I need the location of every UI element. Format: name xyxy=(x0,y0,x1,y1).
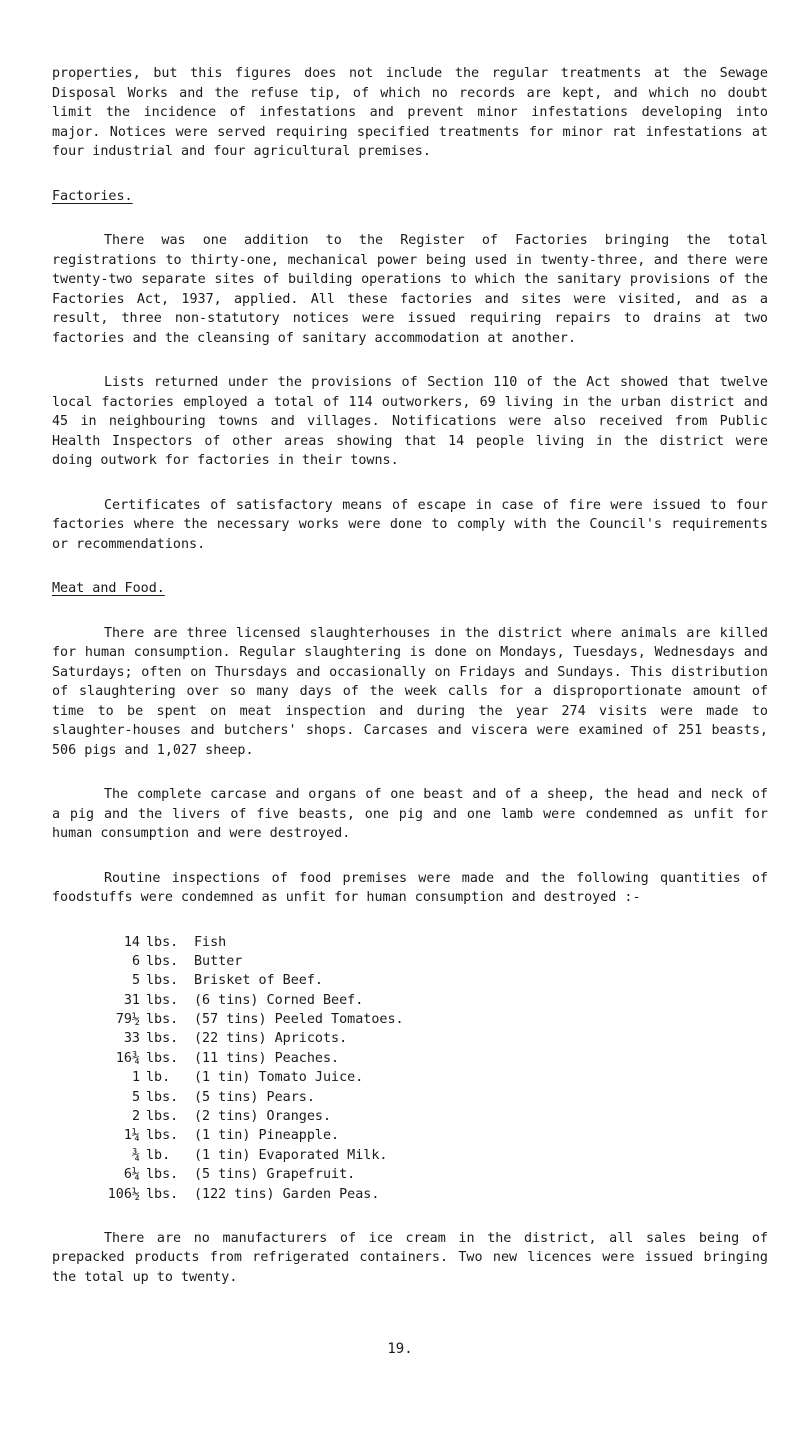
item-unit: lbs. xyxy=(146,973,179,989)
item-quantity: ¾ xyxy=(131,1147,140,1163)
item-unit: lbs. xyxy=(146,992,179,1008)
item-description: (11 tins) Peaches. xyxy=(194,1050,340,1066)
item-unit: lbs. xyxy=(146,934,179,950)
item-description: Butter xyxy=(194,953,243,969)
item-description: (5 tins) Grapefruit. xyxy=(194,1167,356,1183)
item-quantity: 5 xyxy=(131,973,140,989)
list-item xyxy=(98,1107,768,1126)
item-description: Fish xyxy=(194,934,227,950)
item-unit: lbs. xyxy=(146,1089,179,1105)
factories-heading: Factories. xyxy=(52,188,133,204)
item-description: (1 tin) Tomato Juice. xyxy=(194,1070,364,1086)
item-quantity: 31 xyxy=(123,992,140,1008)
item-unit: lb. xyxy=(146,1147,171,1163)
item-unit: lbs. xyxy=(146,1167,179,1183)
list-item xyxy=(98,991,768,1010)
item-quantity: 14 xyxy=(123,934,140,950)
item-quantity: 106½ xyxy=(107,1186,140,1202)
item-quantity: 5 xyxy=(131,1089,140,1105)
list-item xyxy=(98,1029,768,1048)
item-quantity: 1 xyxy=(131,1070,140,1086)
ice-cream-paragraph: There are no manufacturers of ice cream in the district, all sales being of prepacked products from refrigerated containers. Two new licences were issued bringing the total up to twenty. xyxy=(52,1230,768,1285)
condemned-foodstuffs-list xyxy=(98,933,768,1204)
item-description: (2 tins) Oranges. xyxy=(194,1109,332,1125)
item-description: (22 tins) Apricots. xyxy=(194,1031,348,1047)
item-quantity: 6 xyxy=(131,953,140,969)
list-item xyxy=(98,1088,768,1107)
list-item xyxy=(98,1068,768,1087)
item-unit: lbs. xyxy=(146,1031,179,1047)
factories-paragraph: There was one addition to the Register of Factories bringing the total registrations to thirty-one, mechanical power being used in twenty-three, and there were twenty-two separate sites of building operations to which the sanitary provisions of the Factories Act, 1937, applied. All these factories and sites were visited, and as a result, three non-statutory notices were issued requiring repairs to drains at two factories and the cleansing of sanitary accommodation at another. xyxy=(52,233,768,346)
list-item xyxy=(98,1165,768,1184)
list-item xyxy=(98,1049,768,1068)
item-quantity: 2 xyxy=(131,1109,140,1125)
item-description: (122 tins) Garden Peas. xyxy=(194,1186,380,1202)
meat-food-paragraph: Routine inspections of food premises were made and the following quantities of foodstuffs were condemned as unfit for human consumption and destroyed :- xyxy=(52,870,768,905)
item-unit: lbs. xyxy=(146,1128,179,1144)
factories-paragraph: Certificates of satisfactory means of escape in case of fire were issued to four factories where the necessary works were done to comply with the Council's requirements or recommendations. xyxy=(52,497,768,552)
intro-paragraph: properties, but this figures does not include the regular treatments at the Sewage Disposal Works and the refuse tip, of which no records are kept, and which no doubt limit the incidence of infestations and prevent minor infestations developing into major. Notices were served requiring specified treatments for minor rat infestations at four industrial and four agricultural premises. xyxy=(52,66,768,159)
item-description: (1 tin) Evaporated Milk. xyxy=(194,1147,388,1163)
item-description: (57 tins) Peeled Tomatoes. xyxy=(194,1012,404,1028)
item-unit: lbs. xyxy=(146,953,179,969)
item-unit: lbs. xyxy=(146,1050,179,1066)
meat-food-heading: Meat and Food. xyxy=(52,581,165,596)
list-item xyxy=(98,952,768,971)
item-quantity: 79½ xyxy=(115,1012,140,1028)
item-quantity: 1¼ xyxy=(123,1128,140,1144)
list-item xyxy=(98,1126,768,1145)
item-unit: lbs. xyxy=(146,1109,179,1125)
item-description: (6 tins) Corned Beef. xyxy=(194,992,364,1008)
item-description: Brisket of Beef. xyxy=(194,973,323,989)
list-item xyxy=(98,1185,768,1204)
meat-food-paragraph: The complete carcase and organs of one beast and of a sheep, the head and neck of a pig and the livers of five beasts, one pig and one lamb were condemned as unfit for human consumption and were destroyed. xyxy=(52,787,768,841)
document-page xyxy=(52,64,768,1287)
item-quantity: 6¼ xyxy=(123,1167,140,1183)
list-item xyxy=(98,971,768,990)
list-item xyxy=(98,1010,768,1029)
item-quantity: 16¾ xyxy=(115,1050,140,1066)
item-description: (5 tins) Pears. xyxy=(194,1089,315,1105)
item-description: (1 tin) Pineapple. xyxy=(194,1128,340,1144)
item-unit: lbs. xyxy=(146,1012,179,1028)
factories-paragraph: Lists returned under the provisions of Section 110 of the Act showed that twelve local factories employed a total of 114 outworkers, 69 living in the urban district and 45 in neighbouring towns and villages. Notifications were also received from Public Health Inspectors of other areas showing that 14 people living in the district were doing outwork for factories in their towns. xyxy=(52,375,768,468)
item-quantity: 33 xyxy=(123,1031,140,1047)
item-unit: lbs. xyxy=(146,1186,179,1202)
meat-food-paragraph: There are three licensed slaughterhouses in the district where animals are killed for human consumption. Regular slaughtering is done on Mondays, Tuesdays, Wednesdays and Saturdays; often on Thursdays and occasionally on Fridays and Sundays. This distribution of slaughtering over so many days of the week calls for a disproportionate amount of time to be spent on meat inspection and during the year 274 visits were made to slaughter-houses and butchers' shops. Carcases and viscera were examined of 251 beasts, 506 pigs and 1,027 sheep. xyxy=(52,625,768,758)
list-item xyxy=(98,1146,768,1165)
page-number: 19. xyxy=(387,1341,413,1357)
item-unit: lb. xyxy=(146,1070,171,1086)
list-item xyxy=(98,933,768,952)
